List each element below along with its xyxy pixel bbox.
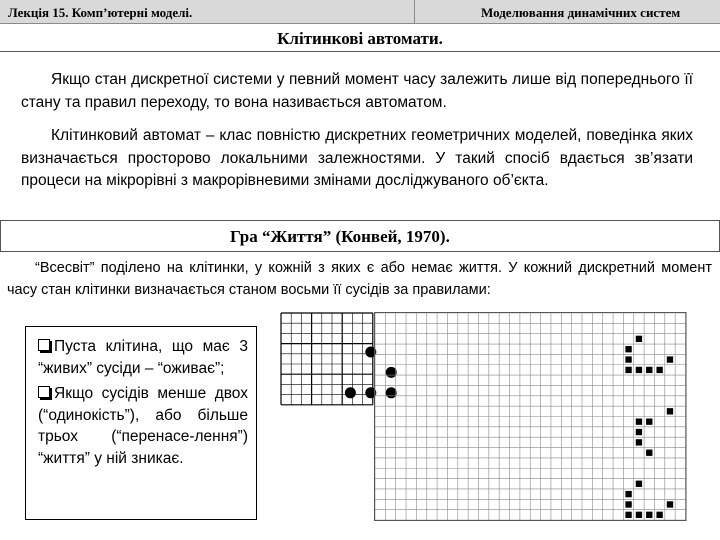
live-cell <box>646 512 652 518</box>
live-cell <box>625 512 631 518</box>
live-cell <box>656 367 662 373</box>
live-cell <box>636 439 642 445</box>
rule-text: Якщо сусідів менше двох (“одинокість”), або більше трьох (“перенасе-лення”) “життя” у ній зникає. <box>38 385 248 467</box>
live-cell <box>636 419 642 425</box>
live-cell <box>636 367 642 373</box>
live-cell <box>656 512 662 518</box>
game-of-life-title-text: Гра “Життя” (Конвей, 1970). <box>230 227 450 246</box>
live-cell <box>625 501 631 507</box>
game-description: “Всесвіт” поділено на клітинки, у кожній з яких є або немає життя. У кожний дискретний момент часу стан клітинки визначається станом восьми її сусідів за правилами: <box>7 260 712 298</box>
live-cell <box>667 356 673 362</box>
live-cell <box>636 336 642 342</box>
header-lecture-title: Лекція 15. Комп’ютерні моделі. <box>8 5 193 20</box>
live-cell <box>646 419 652 425</box>
live-cell <box>625 367 631 373</box>
paragraph-automaton-definition: Якщо стан дискретної системи у певний момент часу залежить лише від попереднього її стану та правил переходу, то вона називається автоматом. <box>21 71 693 111</box>
rule-text: Пуста клітина, що має 3 “живих” сусіди – “оживає”; <box>38 338 248 377</box>
header-topic: Моделювання динамічних систем <box>481 5 681 20</box>
live-cell <box>636 481 642 487</box>
live-cell <box>625 491 631 497</box>
live-cell <box>636 429 642 435</box>
section-title: Клітинкові автомати. <box>0 25 720 52</box>
live-cell <box>667 408 673 414</box>
live-cell <box>636 512 642 518</box>
paragraph-cellular-automaton: Клітинковий автомат – клас повністю дискретних геометричних моделей, поведінка яких визначається просторово локальними залежностями. У такий спосіб вдається зв’язати процеси на мікрорівні з макрорівневими змінами досліджуваного об’єкта. <box>21 127 693 189</box>
live-cell <box>646 367 652 373</box>
live-cell <box>625 346 631 352</box>
live-cell <box>667 501 673 507</box>
live-cell <box>625 356 631 362</box>
live-cell <box>646 450 652 456</box>
